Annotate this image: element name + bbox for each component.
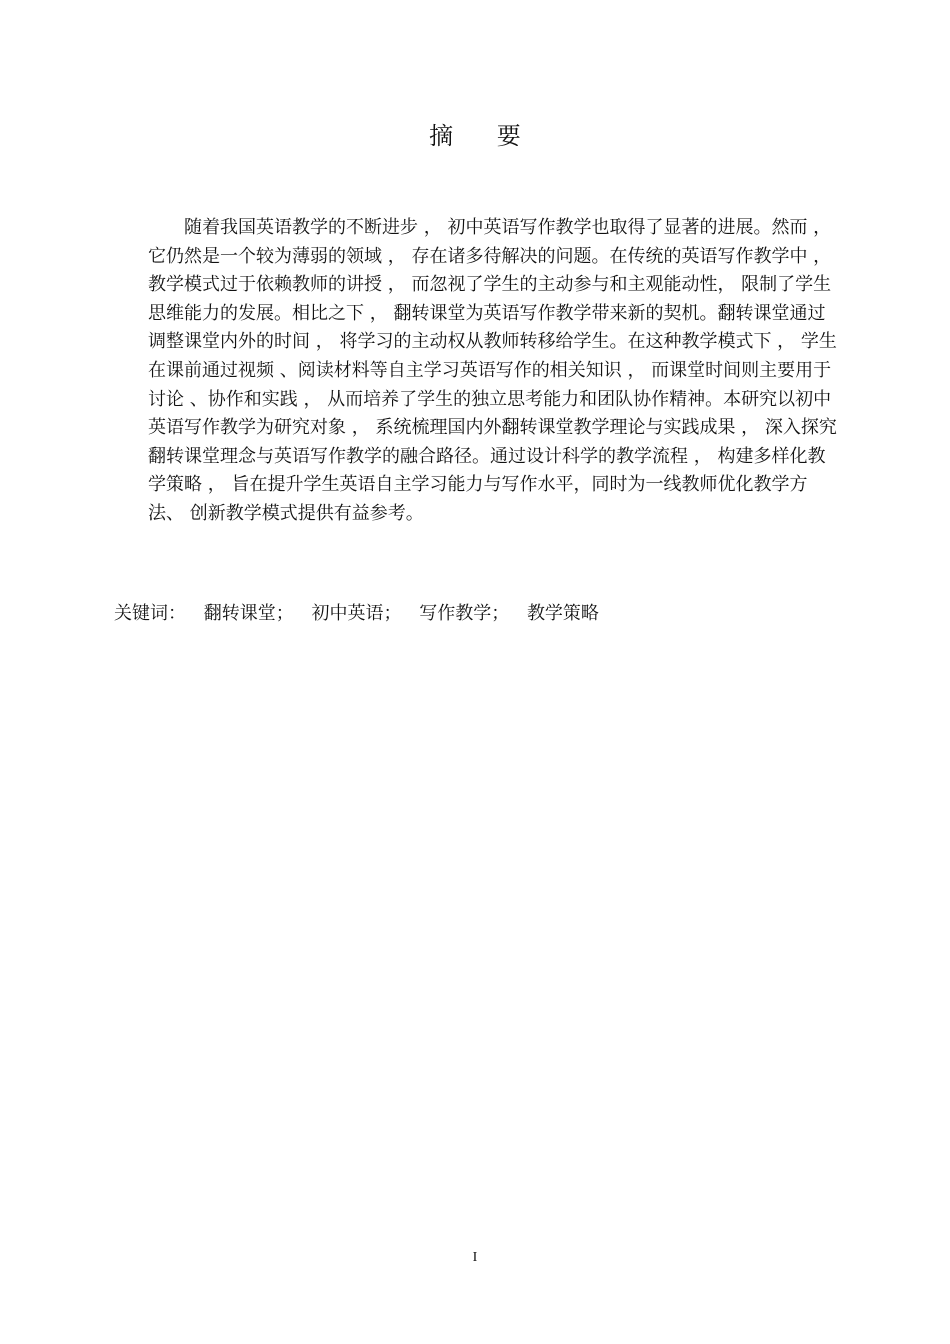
abstract-line: 英语写作教学为研究对象 ， 系统梳理国内外翻转课堂教学理论与实践成果 ， 深入探究 xyxy=(148,417,837,439)
page-title: 摘 要 xyxy=(429,122,539,150)
abstract-line: 翻转课堂理念与英语写作教学的融合路径。通过设计科学的教学流程 ， 构建多样化教 xyxy=(148,445,826,467)
abstract-line: 在课前通过视频 、阅读材料等自主学习英语写作的相关知识 ， 而课堂时间则主要用于 xyxy=(148,359,832,381)
abstract-line: 随着我国英语教学的不断进步 ， 初中英语写作教学也取得了显著的进展。然而 ， xyxy=(148,217,832,238)
keyword-item: 翻转课堂； xyxy=(203,603,294,624)
keyword-item: 初中英语； xyxy=(311,603,402,624)
keyword-item: 写作教学； xyxy=(419,603,510,624)
abstract-line: 学策略 ， 旨在提升学生英语自主学习能力与写作水平，同时为一线教师优化教学方 xyxy=(148,474,808,496)
abstract-line: 讨论 、协作和实践 ， 从而培养了学生的独立思考能力和团队协作精神。本研究以初中 xyxy=(148,388,832,410)
abstract-line: 教学模式过于依赖教师的讲授 ， 而忽视了学生的主动参与和主观能动性， 限制了学生 xyxy=(148,274,832,296)
abstract-line: 思维能力的发展。相比之下 ， 翻转课堂为英语写作教学带来新的契机。翻转课堂通过 xyxy=(148,302,826,324)
page-number: I xyxy=(472,1250,478,1265)
abstract-line: 它仍然是一个较为薄弱的领域 ， 存在诸多待解决的问题。在传统的英语写作教学中 ， xyxy=(148,245,832,267)
abstract-line: 调整课堂内外的时间 ， 将学习的主动权从教师转移给学生。在这种教学模式下 ， 学生 xyxy=(148,331,837,353)
keywords-line xyxy=(114,600,599,628)
keywords-label: 关键词： xyxy=(114,603,186,624)
keyword-item: 教学策略 xyxy=(526,603,599,624)
abstract-line: 法、 创新教学模式提供有益参考。 xyxy=(148,502,424,524)
abstract-body xyxy=(148,214,866,529)
